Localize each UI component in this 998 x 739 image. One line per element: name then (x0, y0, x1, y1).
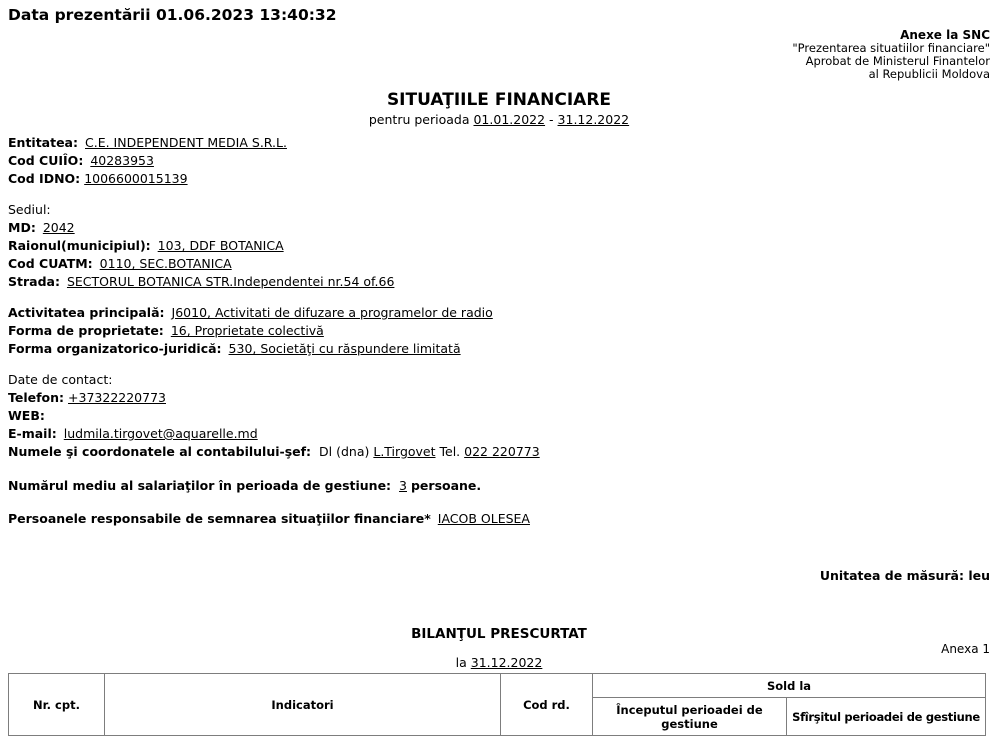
sediul-label: Sediul: (8, 202, 51, 217)
field-cuatm (8, 255, 990, 273)
field-sediul (8, 201, 990, 219)
balance-table (8, 673, 986, 736)
contabil-tel-label: Tel. (439, 444, 461, 459)
period-prefix: pentru perioada (368, 112, 470, 127)
raion-label: Raionul(municipiul): (8, 238, 151, 253)
reporting-period (8, 112, 990, 128)
email-label: E-mail: (8, 426, 57, 441)
activitatea-value: J6010, Activitati de difuzare a programelor de radio (171, 305, 493, 320)
period-end-date: 31.12.2022 (557, 112, 630, 127)
staff-count-line (8, 477, 990, 495)
balance-sheet-title: BILANŢUL PRESCURTAT (411, 626, 587, 642)
col-header-indicatori: Indicatori (105, 674, 501, 736)
field-cod-idno (8, 170, 990, 188)
responsible-label: Persoanele responsabile de semnarea situaţiilor financiare* (8, 511, 431, 526)
annex-reference-block (8, 29, 990, 81)
contabil-tel-value: 022 220773 (464, 444, 540, 459)
md-value: 2042 (42, 220, 75, 235)
period-separator: - (549, 112, 554, 127)
col-header-sold-la: Sold la (593, 674, 986, 698)
activitatea-label: Activitatea principală: (8, 305, 165, 320)
col-header-cod-rd: Cod rd. (501, 674, 593, 736)
balance-annex-label: Anexa 1 (941, 642, 990, 656)
field-telefon (8, 389, 990, 407)
col-header-sfirsitul-perioadei: Sfîrşitul perioadei de gestiune (787, 698, 986, 736)
address-section (8, 201, 990, 291)
balance-date-prefix: la (455, 655, 467, 670)
period-start-date: 01.01.2022 (473, 112, 546, 127)
staff-label: Numărul mediu al salariaţilor în perioada de gestiune: (8, 478, 392, 493)
balance-table-header-row-1 (9, 674, 986, 698)
raion-value: 103, DDF BOTANICA (157, 238, 284, 253)
contabil-prefix: Dl (dna) (319, 444, 370, 459)
contabil-label: Numele şi coordonatele al contabilului-şef: (8, 444, 312, 459)
col-header-inceputul-perioadei: Începutul perioadei de gestiune (593, 698, 787, 736)
activity-section (8, 304, 990, 358)
contact-header (8, 371, 990, 389)
telefon-value: +37322220773 (68, 390, 166, 405)
field-md (8, 219, 990, 237)
responsible-line (8, 510, 990, 528)
cuiio-label: Cod CUIÎO: (8, 153, 84, 168)
field-cod-cuiio (8, 152, 990, 170)
cuatm-label: Cod CUATM: (8, 256, 93, 271)
idno-label: Cod IDNO: (8, 171, 81, 186)
web-label: WEB: (8, 408, 45, 423)
balance-date-value: 31.12.2022 (470, 655, 543, 670)
idno-value: 1006600015139 (84, 171, 188, 186)
field-strada (8, 273, 990, 291)
entity-section (8, 134, 990, 188)
strada-value: SECTORUL BOTANICA STR.Independentei nr.54 of.66 (66, 274, 395, 289)
contabil-name: L.Tirgovet (373, 444, 436, 459)
staff-suffix: persoane. (410, 478, 482, 493)
field-web (8, 407, 990, 425)
juridica-label: Forma organizatorico-juridică: (8, 341, 222, 356)
page-title: SITUAŢIILE FINANCIARE (386, 90, 612, 110)
annex-line-3: Aprobat de Ministerul Finantelor (805, 54, 990, 68)
strada-label: Strada: (8, 274, 60, 289)
cuatm-value: 0110, SEC.BOTANICA (99, 256, 232, 271)
staff-value: 3 (399, 478, 407, 493)
field-activitatea (8, 304, 990, 322)
field-proprietate (8, 322, 990, 340)
annex-line-2: "Prezentarea situatiilor financiare" (792, 41, 990, 55)
juridica-value: 530, Societăţi cu răspundere limitată (228, 341, 461, 356)
presentation-date: Data prezentării 01.06.2023 13:40:32 (8, 6, 337, 24)
cuiio-value: 40283953 (90, 153, 154, 168)
col-header-nr-cpt: Nr. cpt. (9, 674, 105, 736)
email-value: ludmila.tirgovet@aquarelle.md (63, 426, 258, 441)
proprietate-label: Forma de proprietate: (8, 323, 164, 338)
annex-line-1: Anexe la SNC (900, 28, 990, 42)
responsible-value: IACOB OLESEA (437, 511, 530, 526)
contact-header-label: Date de contact: (8, 372, 113, 387)
md-label: MD: (8, 220, 36, 235)
unit-of-measure: Unitatea de măsură: leu (819, 568, 990, 583)
contact-section (8, 371, 990, 461)
telefon-label: Telefon: (8, 390, 65, 405)
annex-line-4: al Republicii Moldova (868, 67, 990, 81)
field-entitatea (8, 134, 990, 152)
field-contabil (8, 443, 990, 461)
field-raion (8, 237, 990, 255)
entitatea-value: C.E. INDEPENDENT MEDIA S.R.L. (85, 135, 287, 150)
field-email (8, 425, 990, 443)
field-juridica (8, 340, 990, 358)
proprietate-value: 16, Proprietate colectivă (170, 323, 324, 338)
entitatea-label: Entitatea: (8, 135, 78, 150)
balance-date-line (8, 656, 990, 670)
